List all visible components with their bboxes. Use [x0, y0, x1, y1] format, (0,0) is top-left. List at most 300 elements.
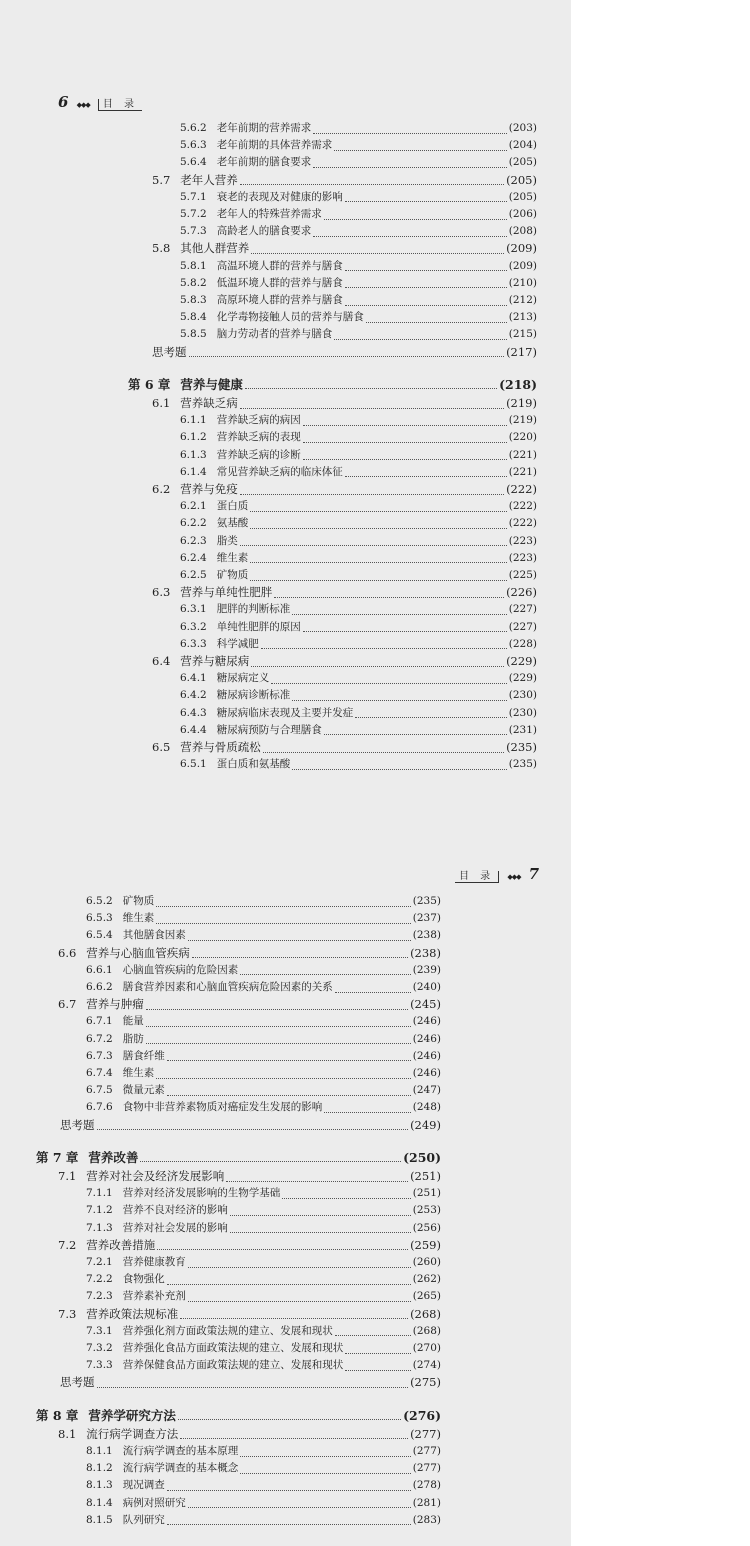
dot-leader — [292, 760, 507, 770]
toc-entry — [58, 1237, 441, 1254]
entry-title: 膳食营养因素和心脑血管疾病危险因素的关系 — [122, 981, 333, 993]
dot-leader — [140, 1152, 401, 1162]
entry-number: 8.1.1 — [86, 1445, 113, 1457]
toc-entry — [180, 137, 537, 154]
entry-number: 6.7.6 — [86, 1101, 113, 1114]
entry-title: 老年人的特殊营养需求 — [216, 208, 322, 220]
entry-title: 维生素 — [216, 551, 249, 564]
entry-number: 7.1.1 — [86, 1187, 113, 1200]
entry-number: 7.2.3 — [86, 1290, 113, 1303]
entry-page-number: (238) — [410, 945, 441, 960]
dot-leader — [240, 1447, 411, 1457]
dot-leader — [324, 1103, 411, 1113]
entry-page-number: (277) — [412, 1445, 441, 1457]
entry-title: 营养强化剂方面政策法规的建立、发展和现状 — [122, 1324, 333, 1337]
dot-leader — [263, 743, 504, 753]
entry-page-number: (223) — [508, 534, 537, 547]
dot-leader — [97, 1378, 409, 1388]
entry-title: 营养素补充剂 — [122, 1290, 186, 1303]
entry-number: 5.8 — [152, 241, 171, 256]
dot-leader — [250, 553, 507, 563]
dot-leader — [345, 192, 507, 202]
entry-title: 老年人营养 — [180, 172, 238, 187]
entry-page-number: (221) — [508, 448, 537, 461]
entry-title: 营养与肿瘤 — [86, 997, 144, 1012]
toc-entry — [180, 189, 537, 206]
toc-entry — [86, 1065, 441, 1082]
dot-leader — [251, 657, 504, 667]
toc-entry — [180, 120, 537, 137]
dot-leader — [188, 1292, 411, 1302]
entry-title: 现况调查 — [122, 1479, 165, 1492]
entry-page-number: (283) — [412, 1513, 441, 1526]
entry-page-number: (220) — [508, 431, 537, 444]
toc-entry — [58, 1426, 441, 1443]
dot-leader — [240, 1464, 411, 1474]
dot-leader — [146, 1017, 411, 1027]
dot-leader — [156, 897, 411, 907]
entry-title: 常见营养缺乏病的临床体征 — [216, 465, 343, 478]
entry-title: 营养对社会发展的影响 — [122, 1221, 228, 1234]
entry-page-number: (206) — [508, 208, 537, 220]
toc-entry — [180, 326, 537, 343]
entry-title: 糖尿病诊断标准 — [216, 689, 291, 702]
entry-page-number: (212) — [508, 294, 537, 306]
entry-number: 6.7.4 — [86, 1067, 113, 1079]
entry-title: 营养学研究方法 — [88, 1407, 176, 1423]
entry-number: 5.6.4 — [180, 156, 207, 169]
entry-number: 7.1 — [58, 1169, 77, 1183]
entry-page-number: (251) — [412, 1187, 441, 1200]
dot-leader — [167, 1086, 411, 1096]
entry-page-number: (210) — [508, 276, 537, 289]
dot-leader — [180, 1429, 408, 1439]
page-number: 6 — [58, 93, 69, 111]
toc-entry — [180, 464, 537, 481]
toc-entry — [86, 910, 441, 927]
toc-entry — [58, 1168, 441, 1185]
entry-number: 6.5.3 — [86, 912, 113, 925]
entry-number: 7.2.1 — [86, 1256, 113, 1268]
entry-page-number: (235) — [412, 895, 441, 907]
toc-entry — [86, 1254, 441, 1271]
toc-entry — [86, 1323, 441, 1340]
entry-title: 维生素 — [122, 912, 155, 925]
entry-number: 6.1.1 — [180, 414, 207, 427]
entry-number: 6.5.2 — [86, 895, 113, 907]
entry-page-number: (250) — [403, 1149, 441, 1165]
toc-entry — [180, 275, 537, 292]
dot-leader — [240, 536, 507, 546]
entry-number: 6.6.1 — [86, 963, 113, 976]
toc-entry — [86, 1082, 441, 1099]
dot-leader — [251, 244, 504, 254]
entry-page-number: (281) — [412, 1496, 441, 1509]
chapter-entry — [36, 1407, 441, 1424]
entry-page-number: (239) — [412, 963, 441, 976]
dot-leader — [274, 588, 504, 598]
entry-page-number: (277) — [412, 1462, 441, 1475]
entry-title: 蛋白质和氨基酸 — [216, 758, 291, 771]
entry-page-number: (235) — [508, 758, 537, 771]
toc-entry — [180, 292, 537, 309]
entry-title: 维生素 — [122, 1067, 155, 1079]
toc-entry — [58, 945, 441, 962]
entry-number: 5.7.1 — [180, 190, 207, 203]
entry-title: 营养与免疫 — [180, 482, 238, 496]
dot-leader — [97, 1120, 409, 1130]
diamond-ornament-icon: ◆◆◆ — [76, 101, 90, 109]
dot-leader — [303, 622, 507, 632]
toc-entry — [180, 412, 537, 429]
entry-title: 科学减肥 — [216, 637, 259, 650]
entry-number: 6.1.2 — [180, 431, 207, 444]
entry-page-number: (205) — [508, 190, 537, 203]
dot-leader — [313, 227, 507, 237]
chapter-entry — [128, 376, 537, 393]
toc-entry — [180, 447, 537, 464]
entry-title: 营养与糖尿病 — [180, 654, 250, 668]
toc-entry — [86, 1220, 441, 1237]
entry-title: 营养改善措施 — [86, 1237, 156, 1252]
entry-title: 膳食纤维 — [122, 1049, 165, 1062]
entry-title: 营养缺乏病的病因 — [216, 414, 301, 427]
entry-title: 矿物质 — [216, 569, 249, 581]
dot-leader — [313, 124, 507, 134]
entry-page-number: (246) — [412, 1067, 441, 1079]
dot-leader — [167, 1481, 411, 1491]
entry-number: 6.2.4 — [180, 551, 207, 564]
toc-entry — [180, 550, 537, 567]
entry-title: 糖尿病预防与合理膳食 — [216, 723, 322, 736]
entry-title: 思考题 — [60, 1375, 95, 1390]
entry-page-number: (215) — [508, 328, 537, 341]
entry-title: 营养对经济发展影响的生物学基础 — [122, 1187, 281, 1200]
entry-number: 6.2 — [152, 482, 171, 496]
toc-entry — [86, 1512, 441, 1529]
toc-entry — [180, 567, 537, 584]
toc-entry — [86, 1357, 441, 1374]
entry-title: 营养缺乏病的表现 — [216, 431, 301, 444]
entry-number: 6.3 — [152, 585, 171, 600]
entry-title: 脂类 — [216, 534, 238, 547]
toc-entry — [180, 705, 537, 722]
entry-page-number: (235) — [506, 740, 537, 754]
entry-page-number: (256) — [412, 1221, 441, 1234]
toc-entry — [180, 498, 537, 515]
entry-page-number: (268) — [412, 1324, 441, 1337]
entry-title: 高原环境人群的营养与膳食 — [216, 294, 343, 306]
toc-entry — [86, 893, 441, 910]
toc-entry — [152, 240, 537, 257]
dot-leader — [146, 1000, 408, 1010]
entry-title: 脑力劳动者的营养与膳食 — [216, 328, 333, 341]
entry-number: 5.8.1 — [180, 259, 207, 272]
dot-leader — [303, 450, 507, 460]
dot-leader — [345, 1361, 411, 1371]
toc-entry — [180, 533, 537, 550]
toc-entry — [86, 1460, 441, 1477]
entry-page-number: (238) — [412, 929, 441, 942]
entry-title: 高龄老人的膳食要求 — [216, 225, 312, 238]
entry-page-number: (203) — [508, 122, 537, 134]
entry-number: 6.5 — [152, 740, 171, 754]
entry-title: 营养与单纯性肥胖 — [180, 585, 273, 600]
entry-page-number: (226) — [506, 585, 537, 600]
toc-entry — [180, 223, 537, 240]
entry-title: 矿物质 — [122, 895, 155, 907]
entry-page-number: (223) — [508, 551, 537, 564]
entry-number: 6.7.3 — [86, 1049, 113, 1062]
entry-page-number: (227) — [508, 620, 537, 633]
dot-leader — [156, 1069, 411, 1079]
toc-entry — [86, 1013, 441, 1030]
toc-entry — [180, 619, 537, 636]
dot-leader — [180, 1309, 408, 1319]
entry-page-number: (253) — [412, 1204, 441, 1217]
dot-leader — [188, 1258, 411, 1268]
entry-number: 7.1.3 — [86, 1221, 113, 1234]
entry-title: 老年前期的膳食要求 — [216, 156, 312, 169]
entry-page-number: (230) — [508, 689, 537, 702]
entry-title: 营养健康教育 — [122, 1256, 186, 1268]
page-number: 7 — [528, 865, 540, 883]
dot-leader — [335, 983, 411, 993]
entry-title: 营养缺乏病 — [180, 396, 238, 410]
entry-number: 5.6.2 — [180, 122, 207, 134]
entry-number: 第 7 章 — [36, 1149, 79, 1165]
entry-number: 6.4.4 — [180, 723, 207, 736]
dot-leader — [292, 605, 507, 615]
entry-page-number: (262) — [412, 1273, 441, 1286]
dot-leader — [334, 330, 507, 340]
top-page-header — [58, 93, 142, 111]
entry-title: 病例对照研究 — [122, 1496, 186, 1509]
dot-leader — [250, 519, 507, 529]
entry-title: 老年前期的营养需求 — [216, 122, 312, 134]
dot-leader — [240, 399, 504, 409]
toc-entry — [180, 258, 537, 275]
entry-title: 流行病学调查的基本概念 — [122, 1462, 239, 1475]
dot-leader — [188, 931, 411, 941]
entry-title: 糖尿病临床表现及主要并发症 — [216, 706, 354, 719]
dot-leader — [366, 313, 507, 323]
entry-number: 5.7.2 — [180, 208, 207, 220]
entry-page-number: (246) — [412, 1015, 441, 1028]
toc-entry — [58, 996, 441, 1013]
toc-entry — [86, 1288, 441, 1305]
bottom-scanned-page — [0, 833, 571, 1546]
chapter-entry — [36, 1149, 441, 1166]
dot-leader — [250, 571, 507, 581]
dot-leader — [250, 502, 507, 512]
dot-leader — [240, 965, 411, 975]
entry-number: 7.3.3 — [86, 1359, 113, 1372]
entry-title: 营养与骨质疏松 — [180, 740, 261, 754]
dot-leader — [167, 1275, 411, 1285]
entry-number: 7.2 — [58, 1237, 77, 1252]
toc-entry — [180, 601, 537, 618]
entry-number: 6.1.3 — [180, 448, 207, 461]
entry-title: 营养不良对经济的影响 — [122, 1204, 228, 1217]
dot-leader — [292, 691, 507, 701]
dot-leader — [345, 467, 507, 477]
entry-title: 流行病学调查方法 — [86, 1426, 179, 1441]
toc-entry — [152, 653, 537, 670]
entry-page-number: (260) — [412, 1256, 441, 1268]
entry-page-number: (270) — [412, 1342, 441, 1354]
toc-entry — [86, 1202, 441, 1219]
dot-leader — [261, 639, 507, 649]
entry-title: 流行病学调查的基本原理 — [122, 1445, 239, 1457]
toc-entry — [86, 1443, 441, 1460]
entry-number: 6.3.2 — [180, 620, 207, 633]
entry-title: 营养与健康 — [180, 376, 243, 392]
entry-number: 5.8.3 — [180, 294, 207, 306]
dot-leader — [303, 433, 507, 443]
dot-leader — [345, 261, 507, 271]
entry-page-number: (218) — [499, 376, 537, 392]
bottom-page-header — [455, 865, 539, 883]
entry-page-number: (237) — [412, 912, 441, 925]
entry-number: 8.1.2 — [86, 1462, 113, 1475]
toc-entry — [180, 515, 537, 532]
dot-leader — [355, 708, 507, 718]
toc-entry — [86, 1495, 441, 1512]
entry-number: 7.1.2 — [86, 1204, 113, 1217]
entry-page-number: (204) — [508, 139, 537, 152]
entry-number: 6.3.3 — [180, 637, 207, 650]
entry-number: 6.2.2 — [180, 517, 207, 530]
dot-leader — [230, 1206, 411, 1216]
toc-entry — [86, 1340, 441, 1357]
dot-leader — [271, 674, 507, 684]
dot-leader — [146, 1034, 411, 1044]
entry-page-number: (277) — [410, 1426, 441, 1441]
entry-page-number: (219) — [508, 414, 537, 427]
toc-entry — [180, 670, 537, 687]
entry-title: 营养对社会及经济发展影响 — [86, 1169, 225, 1183]
entry-title: 其他膳食因素 — [122, 929, 186, 942]
entry-page-number: (208) — [508, 225, 537, 238]
entry-number: 5.8.5 — [180, 328, 207, 341]
dot-leader — [226, 1172, 408, 1182]
entry-number: 6.2.1 — [180, 500, 207, 513]
entry-number: 6.5.1 — [180, 758, 207, 771]
dot-leader — [245, 379, 497, 389]
entry-number: 7.2.2 — [86, 1273, 113, 1286]
entry-page-number: (246) — [412, 1049, 441, 1062]
entry-page-number: (209) — [506, 241, 537, 256]
entry-title: 思考题 — [152, 344, 187, 359]
dot-leader — [324, 725, 507, 735]
entry-page-number: (245) — [410, 997, 441, 1012]
entry-title: 能量 — [122, 1015, 144, 1028]
toc-entry — [152, 584, 537, 601]
dot-leader — [240, 175, 504, 185]
header-title: 目 录 — [98, 99, 142, 111]
entry-number: 8.1 — [58, 1426, 77, 1441]
entry-page-number: (276) — [403, 1407, 441, 1423]
entry-number: 第 8 章 — [36, 1407, 79, 1423]
dot-leader — [240, 485, 504, 495]
dot-leader — [188, 1498, 411, 1508]
entry-page-number: (246) — [412, 1032, 441, 1045]
dot-leader — [192, 948, 408, 958]
dot-leader — [178, 1410, 401, 1420]
toc-entry — [152, 344, 537, 361]
toc-entry — [58, 1306, 441, 1323]
entry-number: 6.4.2 — [180, 689, 207, 702]
entry-number: 5.6.3 — [180, 139, 207, 152]
toc-entry — [152, 172, 537, 189]
entry-number: 6.2.3 — [180, 534, 207, 547]
entry-number: 6.6.2 — [86, 981, 113, 993]
entry-title: 营养改善 — [88, 1149, 139, 1165]
entry-number: 7.3 — [58, 1306, 77, 1321]
entry-number: 6.4.1 — [180, 672, 207, 685]
dot-leader — [324, 210, 507, 220]
toc-entry — [86, 979, 441, 996]
dot-leader — [167, 1051, 411, 1061]
entry-page-number: (231) — [508, 723, 537, 736]
entry-page-number: (230) — [508, 706, 537, 719]
entry-title: 衰老的表现及对健康的影响 — [216, 190, 343, 203]
entry-page-number: (205) — [506, 172, 537, 187]
entry-title: 营养强化食品方面政策法规的建立、发展和现状 — [122, 1342, 344, 1354]
dot-leader — [156, 914, 411, 924]
entry-number: 8.1.5 — [86, 1513, 113, 1526]
entry-page-number: (221) — [508, 465, 537, 478]
toc-entry — [152, 739, 537, 756]
toc-entry — [60, 1374, 441, 1391]
entry-page-number: (228) — [508, 637, 537, 650]
diamond-ornament-icon: ◆◆◆ — [507, 873, 521, 881]
toc-entry — [180, 756, 537, 773]
entry-page-number: (265) — [412, 1290, 441, 1303]
dot-leader — [334, 141, 507, 151]
entry-number: 6.4.3 — [180, 706, 207, 719]
toc-entry — [180, 309, 537, 326]
entry-page-number: (251) — [410, 1169, 441, 1183]
entry-number: 6.7.2 — [86, 1032, 113, 1045]
entry-title: 氨基酸 — [216, 517, 249, 530]
entry-title: 微量元素 — [122, 1084, 165, 1097]
toc-entry — [180, 636, 537, 653]
entry-title: 营养保健食品方面政策法规的建立、发展和现状 — [122, 1359, 344, 1372]
toc-entry — [86, 1031, 441, 1048]
entry-number: 6.6 — [58, 945, 77, 960]
toc-entry — [180, 429, 537, 446]
entry-page-number: (274) — [412, 1359, 441, 1372]
entry-title: 其他人群营养 — [180, 241, 250, 256]
entry-number: 6.7 — [58, 997, 77, 1012]
dot-leader — [230, 1223, 411, 1233]
entry-page-number: (213) — [508, 311, 537, 324]
toc-entry — [180, 206, 537, 223]
header-title: 目 录 — [455, 871, 499, 883]
entry-page-number: (259) — [410, 1237, 441, 1252]
dot-leader — [313, 158, 507, 168]
entry-number: 7.3.1 — [86, 1324, 113, 1337]
entry-page-number: (225) — [508, 569, 537, 581]
toc-entry — [86, 962, 441, 979]
toc-entry — [86, 1048, 441, 1065]
toc-entry — [86, 1099, 441, 1116]
entry-number: 8.1.3 — [86, 1479, 113, 1492]
dot-leader — [167, 1515, 411, 1525]
dot-leader — [345, 278, 507, 288]
